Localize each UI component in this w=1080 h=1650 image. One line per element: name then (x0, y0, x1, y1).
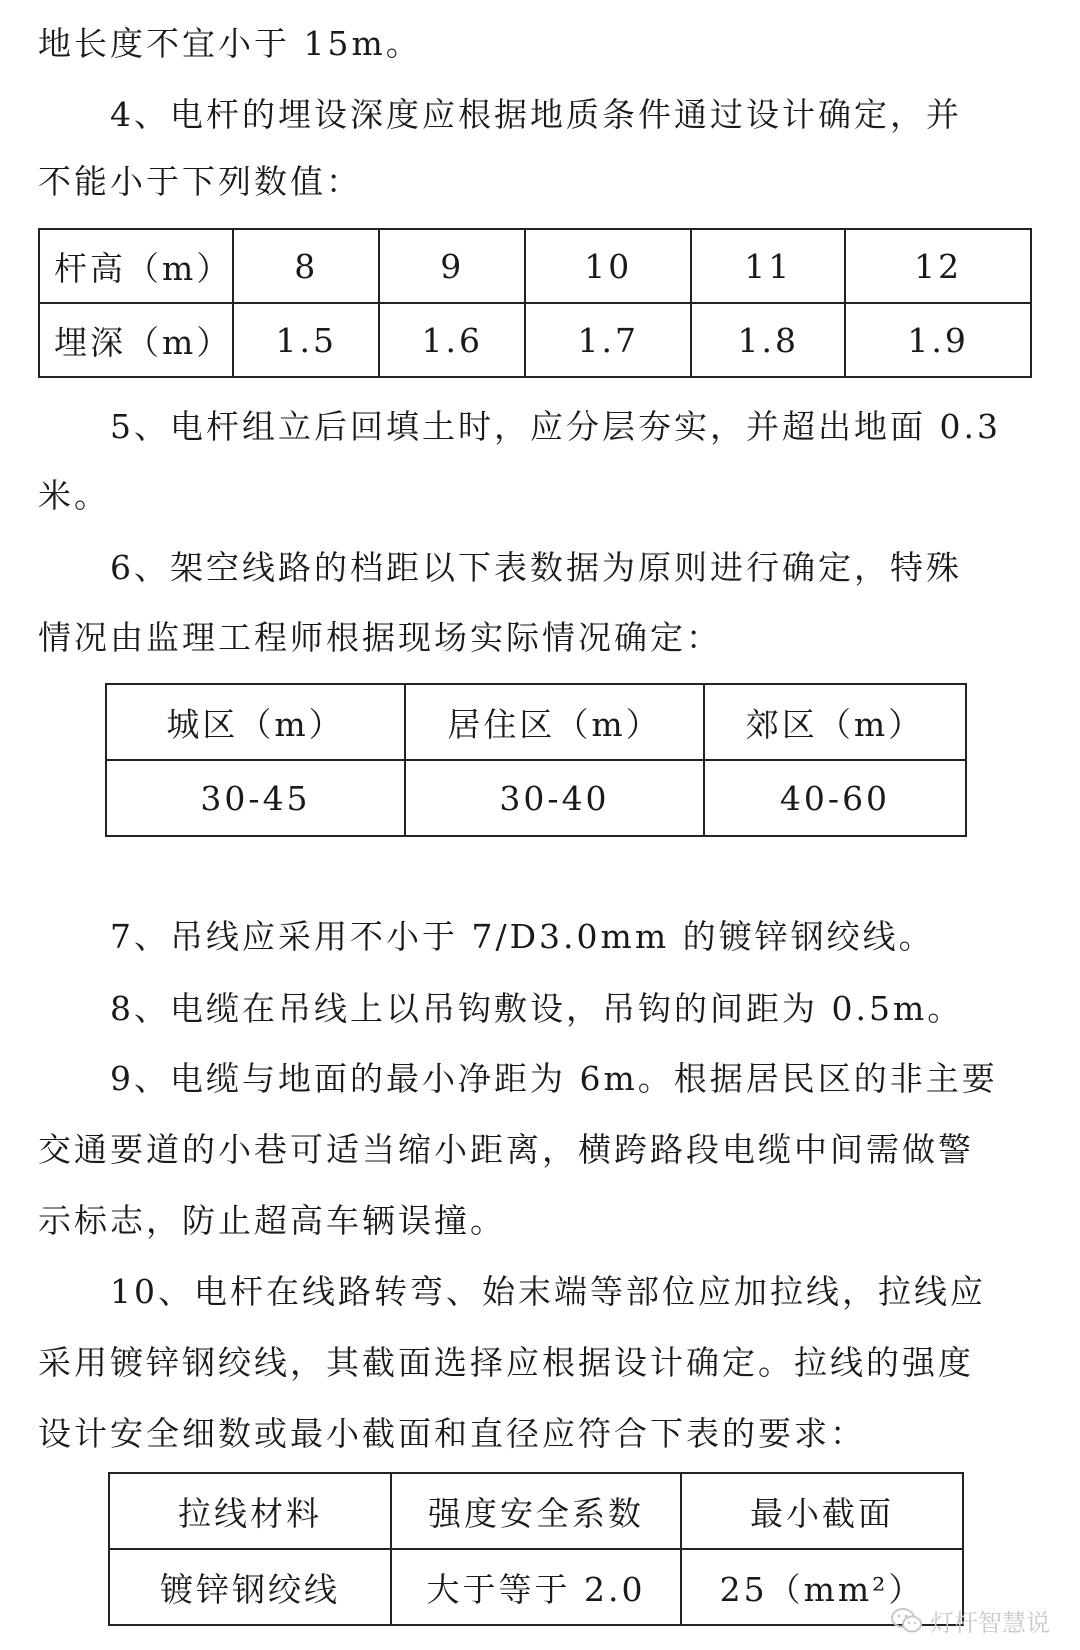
paragraph-line: 地长度不宜小于 15m。 (38, 24, 422, 63)
paragraph-line: 示标志，防止超高车辆误撞。 (38, 1201, 506, 1240)
paragraph-line: 10、电杆在线路转弯、始末端等部位应加拉线，拉线应 (110, 1272, 986, 1311)
table-cell: 1.6 (379, 303, 525, 377)
table-cell: 拉线材料 (109, 1473, 391, 1549)
wechat-icon (890, 1607, 924, 1635)
paragraph-line: 6、架空线路的档距以下表数据为原则进行确定，特殊 (110, 548, 962, 587)
paragraph-line: 交通要道的小巷可适当缩小距离，横跨路段电缆中间需做警 (38, 1130, 974, 1169)
table-cell: 大于等于 2.0 (391, 1549, 681, 1625)
table-cell: 30-45 (106, 760, 405, 836)
burial-depth-table (38, 228, 1032, 378)
paragraph-line: 情况由监理工程师根据现场实际情况确定： (38, 618, 722, 657)
table-cell: 1.7 (525, 303, 691, 377)
table-cell: 30-40 (405, 760, 704, 836)
paragraph-line: 采用镀锌钢绞线，其截面选择应根据设计确定。拉线的强度 (38, 1343, 974, 1382)
table-cell: 8 (233, 229, 379, 303)
watermark (890, 1603, 1050, 1638)
table-cell: 10 (525, 229, 691, 303)
paragraph-line: 不能小于下列数值： (38, 162, 362, 201)
table-cell: 40-60 (704, 760, 966, 836)
paragraph-line: 5、电杆组立后回填土时，应分层夯实，并超出地面 0.3 (110, 407, 1001, 446)
paragraph-line: 4、电杆的埋设深度应根据地质条件通过设计确定，并 (110, 95, 962, 134)
paragraph-line: 米。 (38, 476, 110, 515)
table-cell: 居住区（m） (405, 684, 704, 760)
table-cell: 1.5 (233, 303, 379, 377)
paragraph-line: 9、电缆与地面的最小净距为 6m。根据居民区的非主要 (110, 1059, 998, 1098)
table-cell: 杆高（m） (39, 229, 233, 303)
table-row (39, 229, 1031, 303)
paragraph-line: 8、电缆在吊线上以吊钩敷设，吊钩的间距为 0.5m。 (110, 989, 964, 1028)
table-cell: 1.9 (845, 303, 1031, 377)
table-cell: 9 (379, 229, 525, 303)
table-row (39, 303, 1031, 377)
table-cell: 12 (845, 229, 1031, 303)
table-row (106, 684, 966, 760)
table-cell: 城区（m） (106, 684, 405, 760)
table-cell: 强度安全系数 (391, 1473, 681, 1549)
paragraph-line: 设计安全细数或最小截面和直径应符合下表的要求： (38, 1414, 866, 1453)
table-cell: 1.8 (691, 303, 845, 377)
table-row (109, 1473, 963, 1549)
table-cell: 最小截面 (681, 1473, 963, 1549)
span-distance-table (105, 683, 967, 837)
table-cell: 郊区（m） (704, 684, 966, 760)
table-cell: 25（mm²） (681, 1549, 963, 1625)
table-row (106, 760, 966, 836)
table-cell: 埋深（m） (39, 303, 233, 377)
table-cell: 11 (691, 229, 845, 303)
guy-wire-table (108, 1472, 964, 1626)
table-row (109, 1549, 963, 1625)
table-cell: 镀锌钢绞线 (109, 1549, 391, 1625)
paragraph-line: 7、吊线应采用不小于 7/D3.0mm 的镀锌钢绞线。 (110, 917, 935, 956)
watermark-text: 灯杆智慧说 (930, 1609, 1050, 1637)
